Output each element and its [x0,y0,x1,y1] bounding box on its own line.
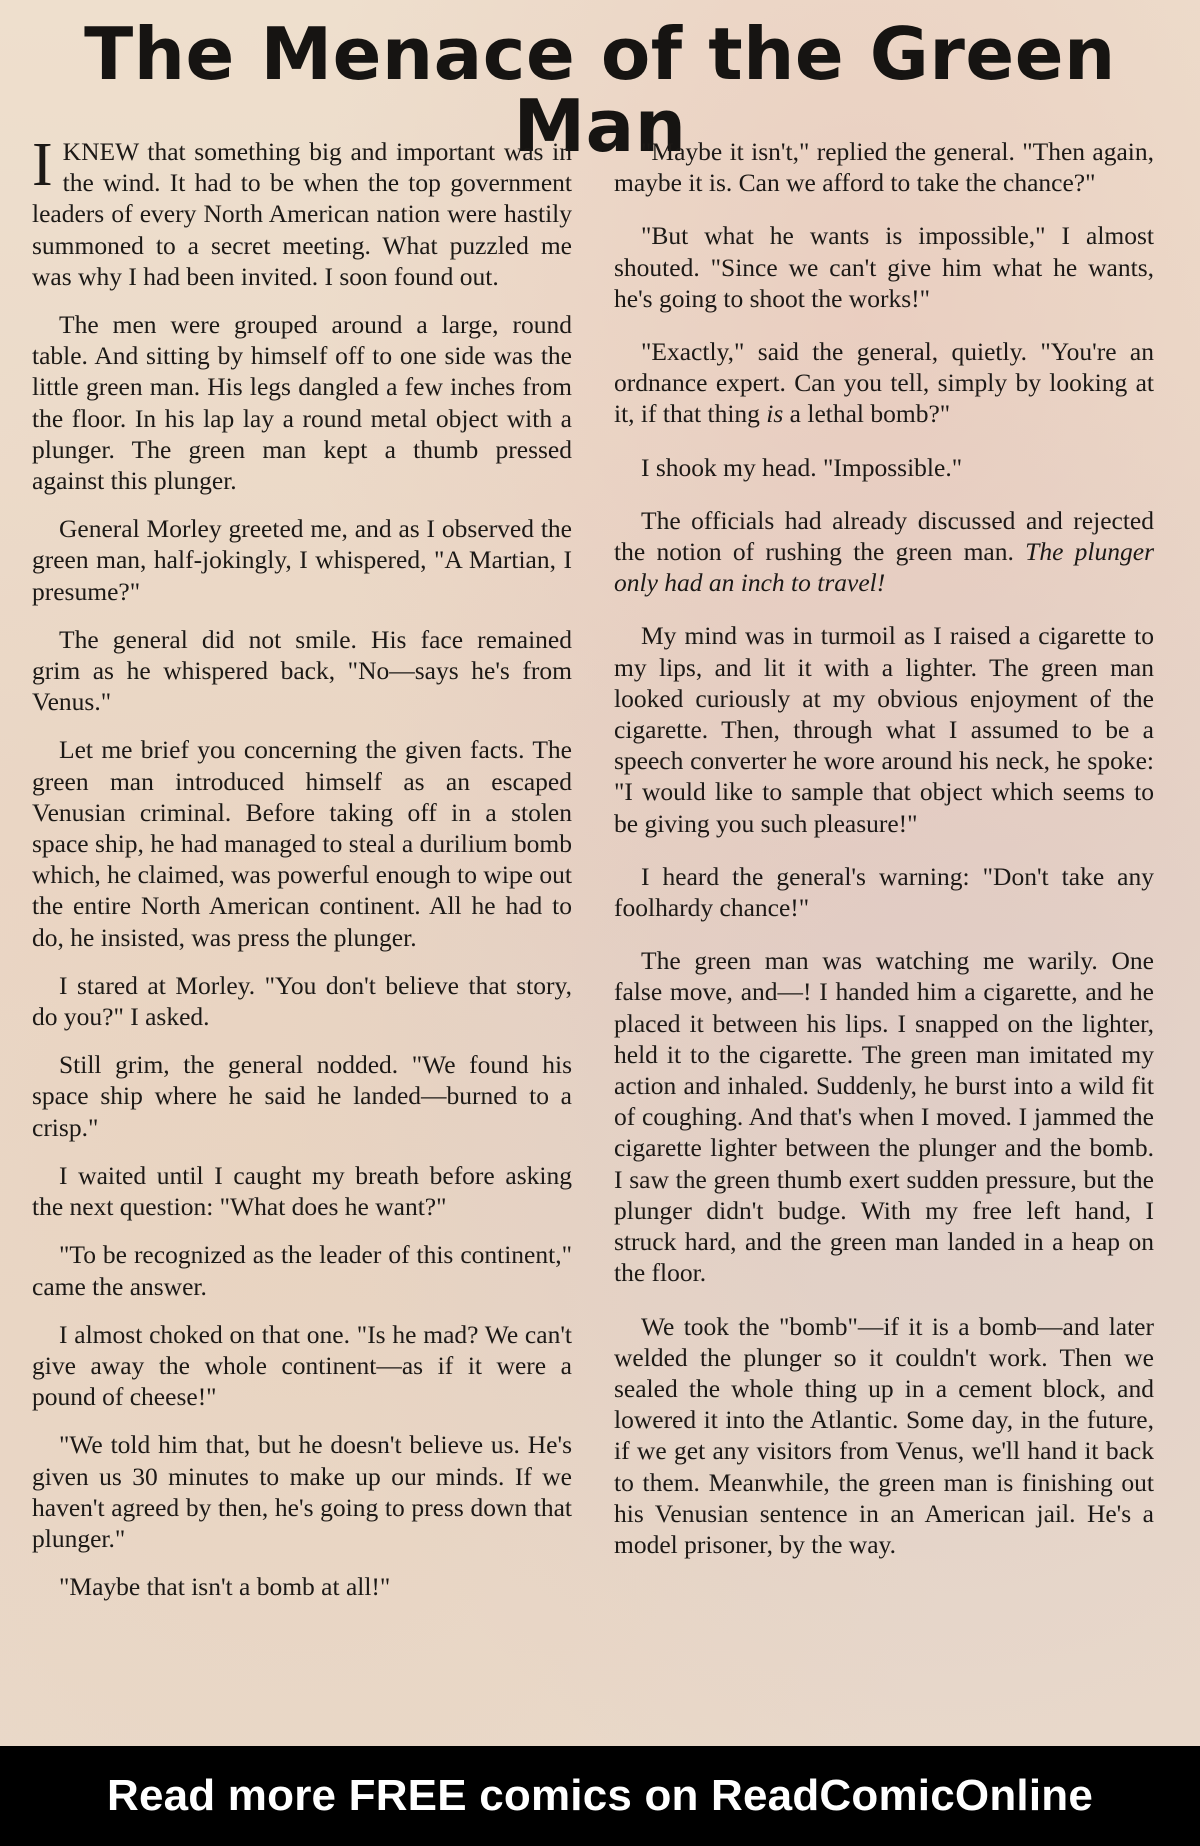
story-paragraph: The general did not smile. His face remained grim as he whispered back, "No—says he's from Venus." [32,624,572,717]
drop-cap: I [32,131,53,199]
story-paragraph: General Morley greeted me, and as I observed the green man, half-jokingly, I whispered, "A Martian, I presume?" [32,514,572,606]
story-paragraph: "Maybe it isn't," replied the general. "Then again, maybe it is. Can we afford to take the chance?" [614,137,1154,198]
story-title: The Menace of the Green Man [84,12,1116,168]
story-paragraph: "To be recognized as the leader of this continent," came the answer. [32,1240,572,1301]
story-paragraph: "But what he wants is impossible," I almost shouted. "Since we can't give him what he wants, he's going to shoot the works!" [614,221,1154,313]
story-paragraph: The officials had already discussed and rejected the notion of rushing the green man. The plunger only had an inch to travel! [614,505,1155,598]
story-paragraph: IKNEW that something big and important was in the wind. It had to be when the top government leaders of every North American nation were hastily summoned to a secret meeting. What puzzled me was why I had been invited. I soon found out. [32,131,572,291]
story-paragraph: "Exactly," said the general, quietly. "You're an ordnance expert. Can you tell, simply by looking at it, if that thing is a lethal bomb?" [614,337,1154,429]
story-paragraph: The green man was watching me warily. One false move, and—! I handed him a cigarette, and he placed it between his lips. I snapped on the lighter, held it to the cigarette. The green man imitated my action and inhaled. Suddenly, he burst into a wild fit of coughing. And that's when I moved. I jammed the cigarette lighter between the plunger and the bomb. I saw the green thumb exert sudden pressure, but the plunger didn't budge. With my free left hand, I struck hard, and the green man landed in a heap on the floor. [614,946,1154,1288]
story-paragraph: Still grim, the general nodded. "We found his space ship where he said he landed—burned to a crisp." [32,1050,572,1142]
story-paragraph: "Maybe that isn't a bomb at all!" [59,1572,391,1602]
story-paragraph: I shook my head. "Impossible." [641,452,963,482]
emphasis: is [766,399,784,429]
left-column [32,131,572,1619]
story-paragraph: I almost choked on that one. "Is he mad? We can't give away the whole continent—as if it were a pound of cheese!" [32,1319,572,1412]
story-paragraph: We took the "bomb"—if it is a bomb—and later welded the plunger so it couldn't work. Then we sealed the whole thing up in a cement block, and lowered it into the Atlantic. Some day, in the future, if we get any visitors from Venus, we'll hand it back to them. Meanwhile, the green man is finishing out his Venusian sentence in an American jail. He's a model prisoner, by the way. [614,1311,1154,1559]
promo-link[interactable]: Read more FREE comics on ReadComicOnline [106,1771,1093,1820]
story-paragraph: I stared at Morley. "You don't believe that story, do you?" I asked. [32,970,572,1032]
promo-banner[interactable] [0,1746,1200,1846]
story-paragraph: The men were grouped around a large, round table. And sitting by himself off to one side was the little green man. His legs dangled a few inches from the floor. In his lap lay a round metal object with a plunger. The green man kept a thumb pressed against this plunger. [32,310,572,496]
story-paragraph: I heard the general's warning: "Don't take any foolhardy chance!" [614,861,1154,923]
story-paragraph: My mind was in turmoil as I raised a cigarette to my lips, and lit it with a lighter. The green man looked curiously at my obvious enjoyment of the cigarette. Then, through what I assumed to be a speech converter he wore around his neck, he spoke: "I would like to sample that object which seems to be giving you such pleasure!" [614,621,1154,838]
right-column [614,136,1154,1582]
story-paragraph: I waited until I caught my breath before asking the next question: "What does he want?" [32,1160,572,1222]
emphasis: The plunger only had an inch to travel! [614,537,1155,598]
story-paragraph: Let me brief you concerning the given facts. The green man introduced himself as an escaped Venusian criminal. Before taking off in a stolen space ship, he had managed to steal a durilium bomb which, he claimed, was powerful enough to wipe out the entire North American continent. All he had to do, he insisted, was press the plunger. [32,735,572,952]
story-paragraph: "We told him that, but he doesn't believe us. He's given us 30 minutes to make up our minds. If we haven't agreed by then, he's going to press down that plunger." [32,1430,572,1553]
